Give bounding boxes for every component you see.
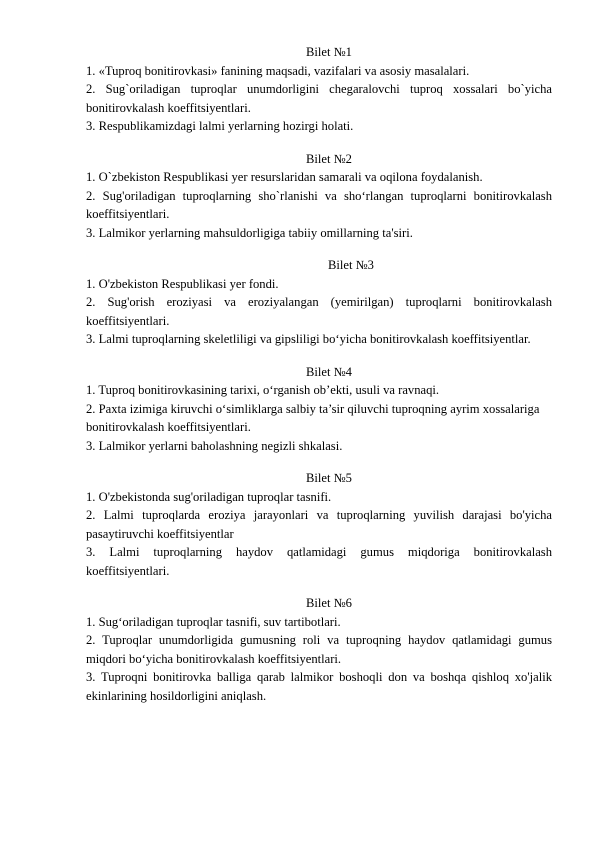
ticket-6 <box>86 594 552 705</box>
ticket-1 <box>86 43 552 136</box>
ticket-4 <box>86 363 552 456</box>
question-3: 3. Lalmikor yerlarning mahsuldorligiga tabiiy omillarning ta'siri. <box>86 225 413 240</box>
ticket-title: Bilet №3 <box>328 258 374 272</box>
ticket-2 <box>86 150 552 243</box>
question-1: 1. O`zbekiston Respublikasi yer resurslaridan samarali va oqilona foydalanish. <box>86 170 483 184</box>
question-2: 2. Lalmi tuproqlarda eroziya jarayonlari va tuproqlarning yuvilish darajasi bo'yicha pasaytiruvchi koeffitsiyentlar <box>86 508 552 541</box>
ticket-5 <box>86 469 552 580</box>
question-2: 2. Tuproqlar unumdorligida gumusning roli va tuproqning haydov qatlamidagi gumus miqdori bo‘yicha bonitirovkalash koeffitsiyentlari. <box>86 633 552 666</box>
question-3: 3. Respublikamizdagi lalmi yerlarning hozirgi holati. <box>86 119 354 133</box>
question-1: 1. O'zbekistonda sug'oriladigan tuproqlar tasnifi. <box>86 489 332 504</box>
ticket-title: Bilet №4 <box>306 364 352 379</box>
question-3: 3. Tuproqni bonitirovka balliga qarab lalmikor boshoqli don va boshqa qishloq xo'jalik ekinlarining hosildorligini aniqlash. <box>86 670 552 703</box>
question-3: 3. Lalmi tuproqlarning skeletliligi va gipsliligi bo‘yicha bonitirovkalash koeffitsiyentlar. <box>86 332 531 346</box>
question-3: 3. Lalmi tuproqlarning haydov qatlamidagi gumus miqdoriga bonitirovkalash koeffitsiyentlari. <box>86 545 552 578</box>
ticket-title: Bilet №2 <box>306 151 352 166</box>
question-3: 3. Lalmikor yerlarni baholashning negizli shkalasi. <box>86 438 343 453</box>
ticket-title: Bilet №1 <box>306 45 352 59</box>
question-2: 2. Paxta izimiga kiruvchi o‘simliklarga salbiy ta’sir qiluvchi tuproqning ayrim xossalariga bonitirovkalash koeffitsiyentlari. <box>86 401 540 434</box>
document-page <box>86 43 552 719</box>
question-1: 1. O'zbekiston Respublikasi yer fondi. <box>86 276 279 291</box>
question-1: 1. «Tuproq bonitirovkasi» fanining maqsadi, vazifalari va asosiy masalalari. <box>86 63 470 78</box>
question-1: 1. Tuproq bonitirovkasining tarixi, o‘rganish ob’ekti, usuli va ravnaqi. <box>86 383 440 397</box>
ticket-3 <box>86 256 552 349</box>
question-2: 2. Sug`oriladigan tuproqlar unumdorligini chegaralovchi tuproq xossalari bo`yicha bonitirovkalash koeffitsiyentlari. <box>86 82 552 115</box>
question-1: 1. Sug‘oriladigan tuproqlar tasnifi, suv tartibotlari. <box>86 614 341 629</box>
ticket-title: Bilet №5 <box>306 471 352 485</box>
question-2: 2. Sug'oriladigan tuproqlarning sho`rlanishi va sho‘rlangan tuproqlarni bonitirovkalash koeffitsiyentlari. <box>86 188 552 221</box>
question-2: 2. Sug'orish eroziyasi va eroziyalangan (yemirilgan) tuproqlarni bonitirovkalash koeffitsiyentlari. <box>86 295 552 328</box>
ticket-title: Bilet №6 <box>306 596 352 610</box>
